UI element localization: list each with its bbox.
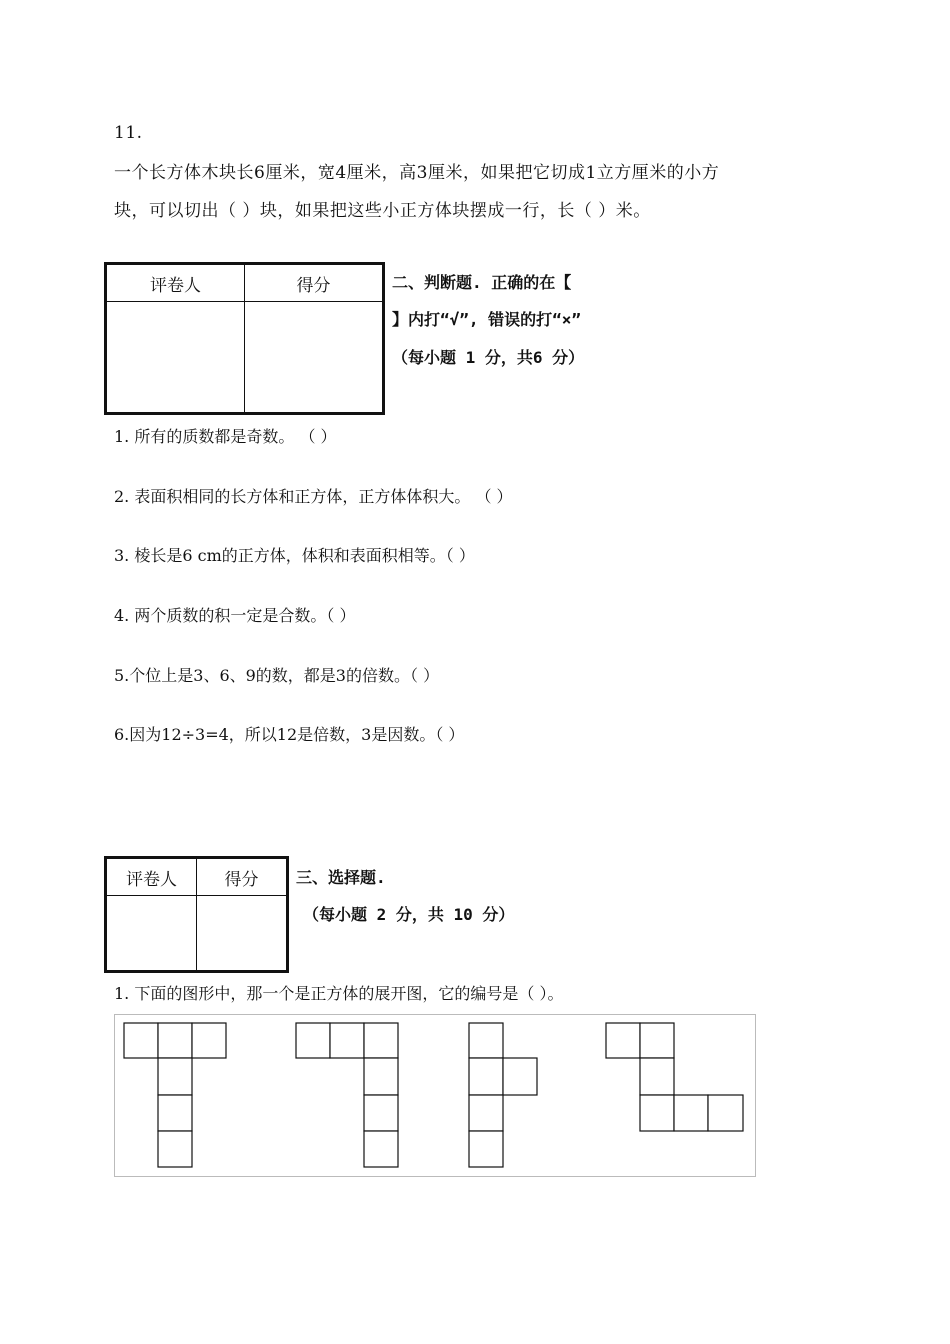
question-11-line1: 一个长方体木块长6厘米，宽4厘米，高3厘米，如果把它切成1立方厘米的小方: [114, 163, 720, 183]
section-2-title: 二、判断题. 正确的在【: [392, 273, 572, 292]
judgement-item-6: 6.因为12÷3=4，所以12是倍数，3是因数。（ ）: [114, 725, 465, 744]
judgement-item-3: 3. 棱长是6 cm的正方体，体积和表面积相等。（ ）: [114, 546, 475, 565]
score-cell[interactable]: [245, 302, 384, 414]
grader-header: 评卷人: [106, 264, 245, 302]
cube-net-2: [296, 1023, 398, 1167]
cube-net-4: [606, 1023, 743, 1131]
grader-cell[interactable]: [106, 896, 197, 972]
grader-header: 评卷人: [106, 858, 197, 896]
cube-nets-figure: [114, 1014, 756, 1177]
score-table-2: [104, 856, 289, 973]
judgement-item-1: 1. 所有的质数都是奇数。 （ ）: [114, 427, 337, 446]
question-11-number: 11.: [114, 123, 143, 143]
score-header: 得分: [197, 858, 288, 896]
grader-cell[interactable]: [106, 302, 245, 414]
section-2-points: （每小题 1 分，共6 分）: [392, 348, 585, 367]
cube-net-3: [469, 1023, 537, 1167]
cube-net-1: [124, 1023, 226, 1167]
section-3-points: （每小题 2 分，共 10 分）: [303, 905, 515, 924]
score-header: 得分: [245, 264, 384, 302]
judgement-item-2: 2. 表面积相同的长方体和正方体，正方体体积大。 （ ）: [114, 487, 513, 506]
judgement-item-5: 5.个位上是3、6、9的数，都是3的倍数。（ ）: [114, 666, 440, 685]
judgement-item-4: 4. 两个质数的积一定是合数。（ ）: [114, 606, 356, 625]
question-11-line2: 块，可以切出（ ）块，如果把这些小正方体块摆成一行，长（ ）米。: [114, 201, 651, 221]
section-3-title: 三、选择题.: [296, 868, 386, 887]
cube-nets-svg: [115, 1015, 755, 1176]
score-cell[interactable]: [197, 896, 288, 972]
section-2-instruction: 】内打“√”, 错误的打“×”: [392, 310, 582, 329]
score-table-1: [104, 262, 385, 415]
choice-question-1: 1. 下面的图形中，那一个是正方体的展开图，它的编号是（ ）。: [114, 984, 564, 1003]
